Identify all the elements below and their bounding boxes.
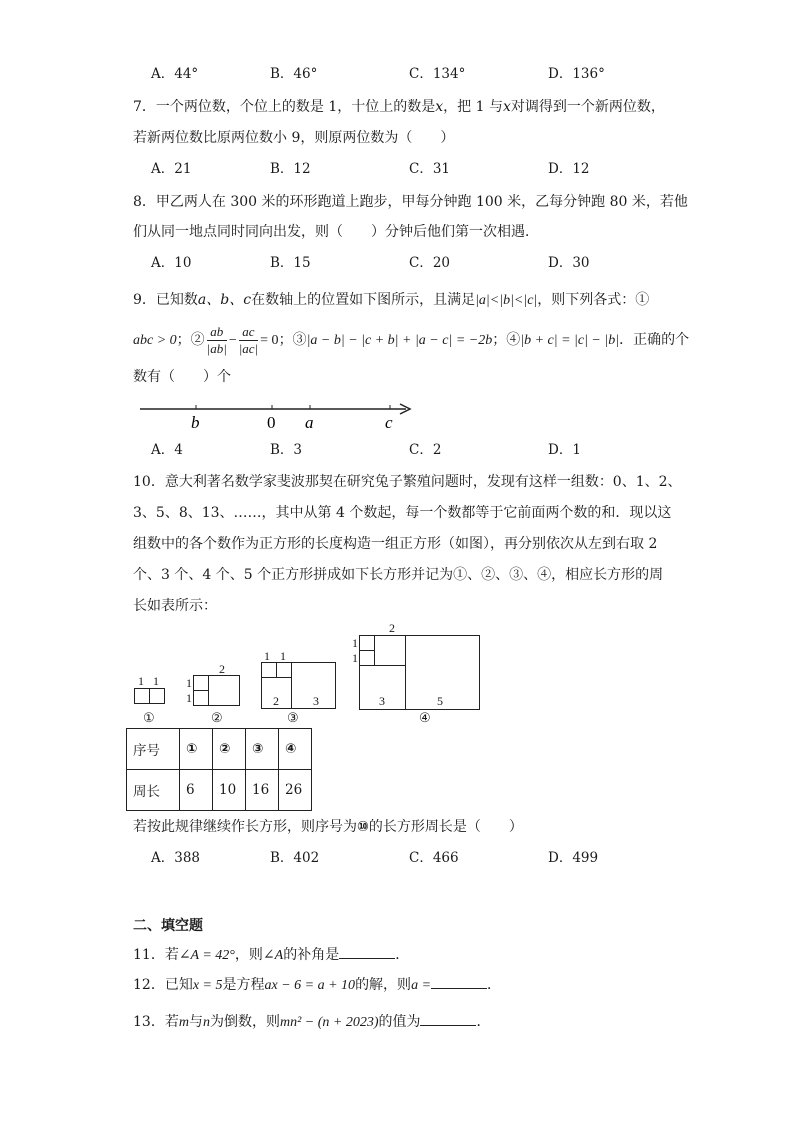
q13-m: m [178, 1015, 189, 1030]
q9-frac1 [207, 324, 227, 357]
table-header-cell: ② [213, 729, 246, 770]
q8-line2: 们从同一地点同时同向出发，则（ ）分钟后他们第一次相遇． [133, 224, 539, 240]
q9-sep2: ；③ [278, 332, 307, 348]
q9-frac2 [239, 324, 258, 357]
q10-option-b: B．402 [270, 850, 320, 866]
q12-a: 12．已知 [133, 977, 193, 993]
fig4-dim-5: 5 [437, 694, 443, 708]
q9-option-c: C．2 [409, 442, 442, 458]
q11-c: 的补角是 [283, 947, 340, 963]
q9-frac1-den: |ab| [206, 340, 227, 356]
q7-text-a: 7．一个两位数，个位上的数是 1，十位上的数是 [133, 99, 436, 115]
q9-eq0: = 0 [260, 333, 279, 348]
table-header-cell: 序号 [127, 729, 180, 770]
square-1a [134, 688, 150, 704]
q12-line [133, 974, 501, 996]
table-header-cell: ① [180, 729, 213, 770]
q13-b: 与 [188, 1014, 203, 1030]
q10-option-a: A．388 [151, 850, 201, 866]
q9-line3: 数有（ ）个 [133, 369, 231, 385]
q7-var-x: x [435, 99, 444, 115]
q11-line [133, 944, 409, 966]
q11-answer-blank[interactable] [339, 944, 395, 959]
label-c: c [385, 413, 393, 432]
label-zero: 0 [267, 413, 276, 432]
q10-line2: 3、5、8、13、……，其中从第 4 个数起，每一个数都等于它前面两个数的和．现以这 [133, 505, 672, 521]
q11-expr2: ∠A [262, 948, 284, 963]
q11-a: 11．若 [133, 947, 179, 963]
q13-line [133, 1011, 490, 1033]
q10-question-b: 的长方形周长是（ ） [368, 819, 523, 835]
q10-line4: 个、3 个、4 个、5 个正方形拼成如下长方形并记为①、②、③、④，相应长方形的周 [133, 567, 664, 583]
fig4-label: ④ [419, 710, 431, 725]
q9-text-a: 9．已知数 [133, 292, 198, 308]
q13-n: n [202, 1015, 210, 1030]
q9-sep1: ；② [176, 332, 205, 348]
q6-option-d: D．136° [548, 66, 605, 82]
q7-option-a: A．21 [151, 161, 192, 177]
q9-expr4: |b + c| = |c| − |b| [520, 333, 620, 348]
q13-expr: mn² − (n + 2023) [279, 1015, 379, 1030]
q10-line5: 长如表所示： [133, 598, 217, 614]
q12-b: 是方程 [222, 977, 265, 993]
number-line [138, 398, 418, 434]
square-2a [193, 675, 209, 691]
table-cell: 16 [246, 770, 279, 811]
fig3-dim-1b: 1 [280, 649, 286, 663]
fig1-dim-1a: 1 [138, 674, 144, 688]
q7-option-b: B．12 [270, 161, 311, 177]
q12-expr2: ax − 6 = a + 10 [264, 978, 356, 993]
q8-line1: 8．甲乙两人在 300 米的环形跑道上跑步，甲每分钟跑 100 米，乙每分钟跑 80 米，若他 [133, 194, 688, 210]
table-row [127, 770, 312, 811]
fig2-dim-1a: 1 [186, 676, 192, 690]
q9-text-end: ．正确的个 [619, 332, 690, 348]
q9-expr1: abc > 0 [133, 333, 177, 348]
q9-option-d: D．1 [548, 442, 581, 458]
q8-option-a: A．10 [151, 255, 192, 271]
q10-option-c: C．466 [409, 850, 459, 866]
table-cell: 6 [180, 770, 213, 811]
fig3-dim-2: 2 [273, 694, 279, 708]
q9-text-b: 在数轴上的位置如下图所示，且满足 [251, 292, 476, 308]
q7-line2: 若新两位数比原两位数小 9，则原两位数为（ ） [133, 130, 455, 146]
q9-frac1-num: ab [207, 324, 227, 341]
q12-expr: x = 5 [192, 978, 223, 993]
label-a: a [305, 413, 314, 432]
fig4-dim-2: 2 [389, 621, 395, 635]
q7-option-d: D．12 [548, 161, 590, 177]
square-4b [359, 650, 375, 666]
q13-e: ． [476, 1014, 491, 1030]
fig4-dim-3: 3 [379, 694, 385, 708]
q9-option-b: B．3 [270, 442, 303, 458]
q10-question [133, 817, 523, 837]
square-3a [261, 662, 277, 678]
q13-a: 13．若 [133, 1014, 179, 1030]
q6-option-a: A．44° [151, 66, 199, 82]
section-title: 二、填空题 [133, 918, 203, 934]
q12-d: ． [487, 977, 502, 993]
table-cell: 26 [279, 770, 312, 811]
q6-option-b: B．46° [270, 66, 318, 82]
q9-frac2-num: ac [239, 324, 258, 341]
q6-option-c: C．134° [409, 66, 466, 82]
q12-expr3: a = [411, 978, 432, 993]
q7-var-x2: x [502, 99, 511, 115]
q7-option-c: C．31 [409, 161, 451, 177]
q7-text-c: 对调得到一个新两位数， [510, 99, 665, 115]
label-b: b [191, 413, 200, 432]
q9-text-c: ，则下列各式：① [537, 292, 650, 308]
q9-expr3: |a − b| − |c + b| + |a − c| = −2b [306, 333, 493, 348]
q9-frac2-den: |ac| [238, 340, 259, 356]
table-cell: 周长 [127, 770, 180, 811]
q10-question-num: ⑩ [357, 819, 369, 835]
q9-minus: − [228, 333, 237, 348]
fig4-dim-1a: 1 [352, 636, 358, 650]
q13-d: 的值为 [378, 1014, 421, 1030]
q12-c: 的解，则 [355, 977, 412, 993]
fig4-dim-1b: 1 [352, 651, 358, 665]
square-4a [359, 635, 375, 651]
fig2-label: ② [211, 710, 223, 725]
q9-vars: a、b、c [197, 292, 252, 308]
fig3-dim-3: 3 [313, 694, 319, 708]
q7-line1 [133, 97, 665, 117]
q8-option-b: B．15 [270, 255, 311, 271]
table-cell: 10 [213, 770, 246, 811]
square-2b [193, 690, 209, 706]
table-header-cell: ④ [279, 729, 312, 770]
q9-sep3: ；④ [492, 332, 521, 348]
q9-line2 [133, 323, 689, 358]
fig3-label: ③ [287, 710, 299, 725]
table-row [127, 729, 312, 770]
q11-b: ，则 [234, 947, 263, 963]
q10-question-a: 若按此规律继续作长方形，则序号为 [133, 819, 357, 835]
q10-line3: 组数中的各个数作为正方形的长度构造一组正方形（如图），再分别依次从左到右取 2 [133, 536, 658, 552]
q13-c: 为倒数，则 [209, 1014, 280, 1030]
q11-expr: ∠A = 42° [178, 948, 235, 963]
fig2-dim-1b: 1 [186, 691, 192, 705]
perimeter-table [126, 728, 312, 811]
square-3b [276, 662, 292, 678]
fig1-dim-1b: 1 [153, 674, 159, 688]
q7-text-b: ，把 1 与 [443, 99, 503, 115]
q8-option-c: C．20 [409, 255, 451, 271]
q10-option-d: D．499 [548, 850, 599, 866]
fig3-dim-1a: 1 [264, 649, 270, 663]
q9-option-a: A．4 [151, 442, 183, 458]
square-1b [149, 688, 165, 704]
fig2-dim-2: 2 [219, 662, 225, 676]
q8-option-d: D．30 [548, 255, 590, 271]
q9-condition: |a|<|b|<|c| [475, 293, 538, 308]
fig1-label: ① [143, 710, 155, 725]
q13-answer-blank[interactable] [420, 1011, 476, 1026]
q10-line1: 10．意大利著名数学家斐波那契在研究兔子繁殖问题时，发现有这样一组数：0、1、2、 [133, 474, 682, 490]
table-header-cell: ③ [246, 729, 279, 770]
q9-line1 [133, 290, 649, 311]
q12-answer-blank[interactable] [431, 974, 487, 989]
q11-d: ． [395, 947, 410, 963]
